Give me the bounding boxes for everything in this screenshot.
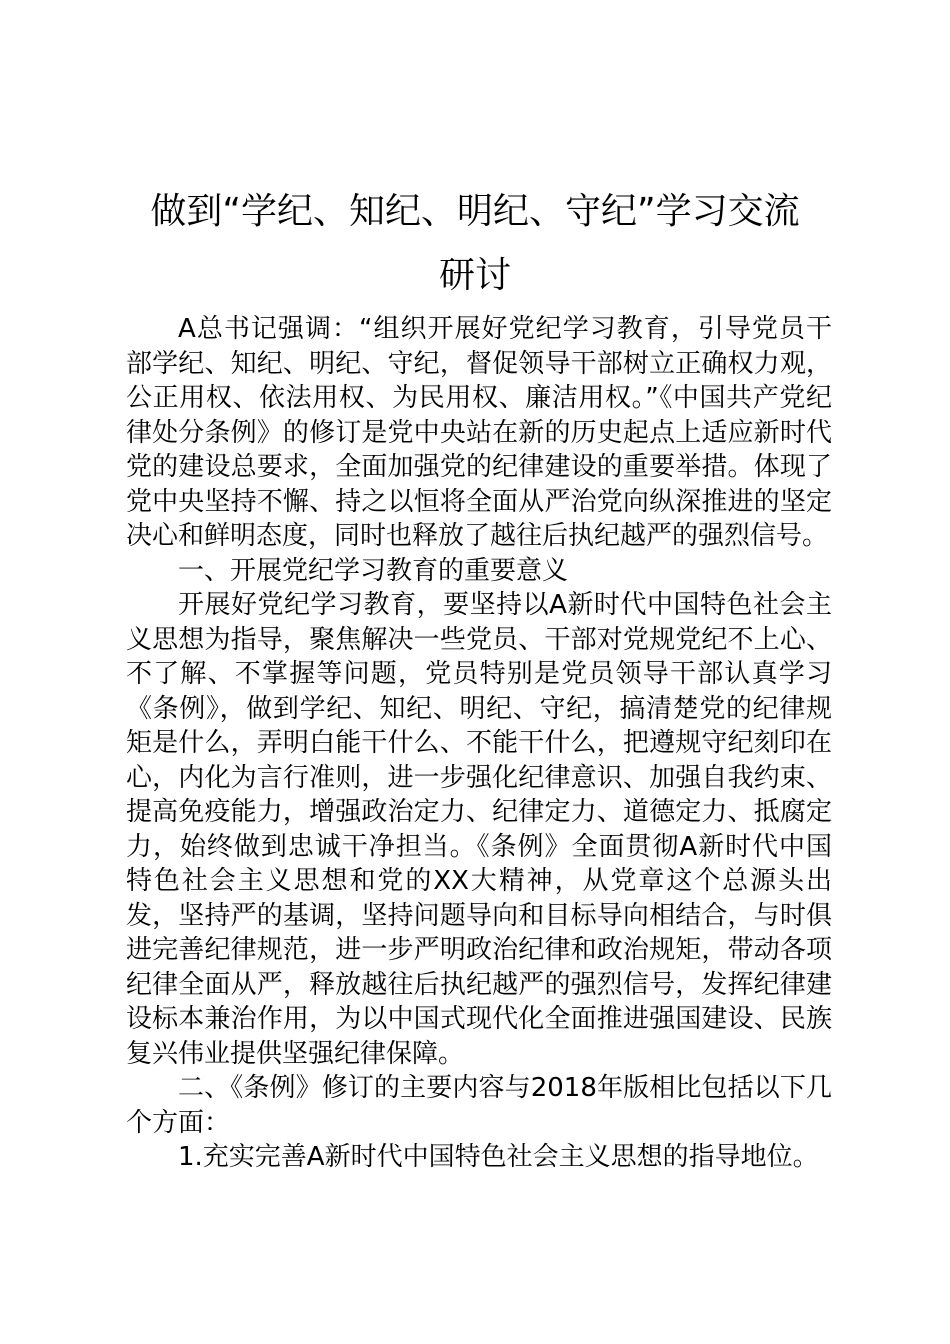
document-body bbox=[126, 312, 832, 1175]
paragraph-intro: A总书记强调：“组织开展好党纪学习教育，引导党员干部学纪、知纪、明纪、守纪，督促领导干部树立正确权力观，公正用权、依法用权、为民用权、廉洁用权。”《中国共产党纪律处分条例》的修订是党中央站在新的历史起点上适应新时代党的建设总要求，全面加强党的纪律建设的重要举措。体现了党中央坚持不懈、持之以恒将全面从严治党向纵深推进的坚定决心和鲜明态度，同时也释放了越往后执纪越严的强烈信号。 bbox=[126, 314, 832, 551]
section-heading-2: 二、《条例》修订的主要内容与2018年版相比包括以下几个方面： bbox=[126, 1073, 832, 1138]
paragraph-significance: 开展好党纪学习教育，要坚持以A新时代中国特色社会主义思想为指导，聚焦解决一些党员、干部对党规党纪不上心、不了解、不掌握等问题，党员特别是党员领导干部认真学习《条例》，做到学纪、知纪、明纪、守纪，搞清楚党的纪律规矩是什么，弄明白能干什么、不能干什么，把遵规守纪刻印在心，内化为言行准则，进一步强化纪律意识、加强自我约束、提高免疫能力，增强政治定力、纪律定力、道德定力、抵腐定力，始终做到忠诚干净担当。《条例》全面贯彻A新时代中国特色社会主义思想和党的XX大精神，从党章这个总源头出发，坚持严的基调，坚持问题导向和目标导向相结合，与时俱进完善纪律规范，进一步严明政治纪律和政治规矩，带动各项纪律全面从严，释放越往后执纪越严的强烈信号，发挥纪律建设标本兼治作用，为以中国式现代化全面推进强国建设、民族复兴伟业提供坚强纪律保障。 bbox=[126, 590, 832, 1069]
document-title-line-2: 研讨 bbox=[438, 255, 511, 296]
document-title-line-1: 做到“学纪、知纪、明纪、守纪”学习交流 bbox=[150, 191, 800, 232]
list-item-1: 1.充实完善A新时代中国特色社会主义思想的指导地位。 bbox=[178, 1142, 819, 1172]
section-heading-1: 一、开展党纪学习教育的重要意义 bbox=[178, 555, 569, 586]
